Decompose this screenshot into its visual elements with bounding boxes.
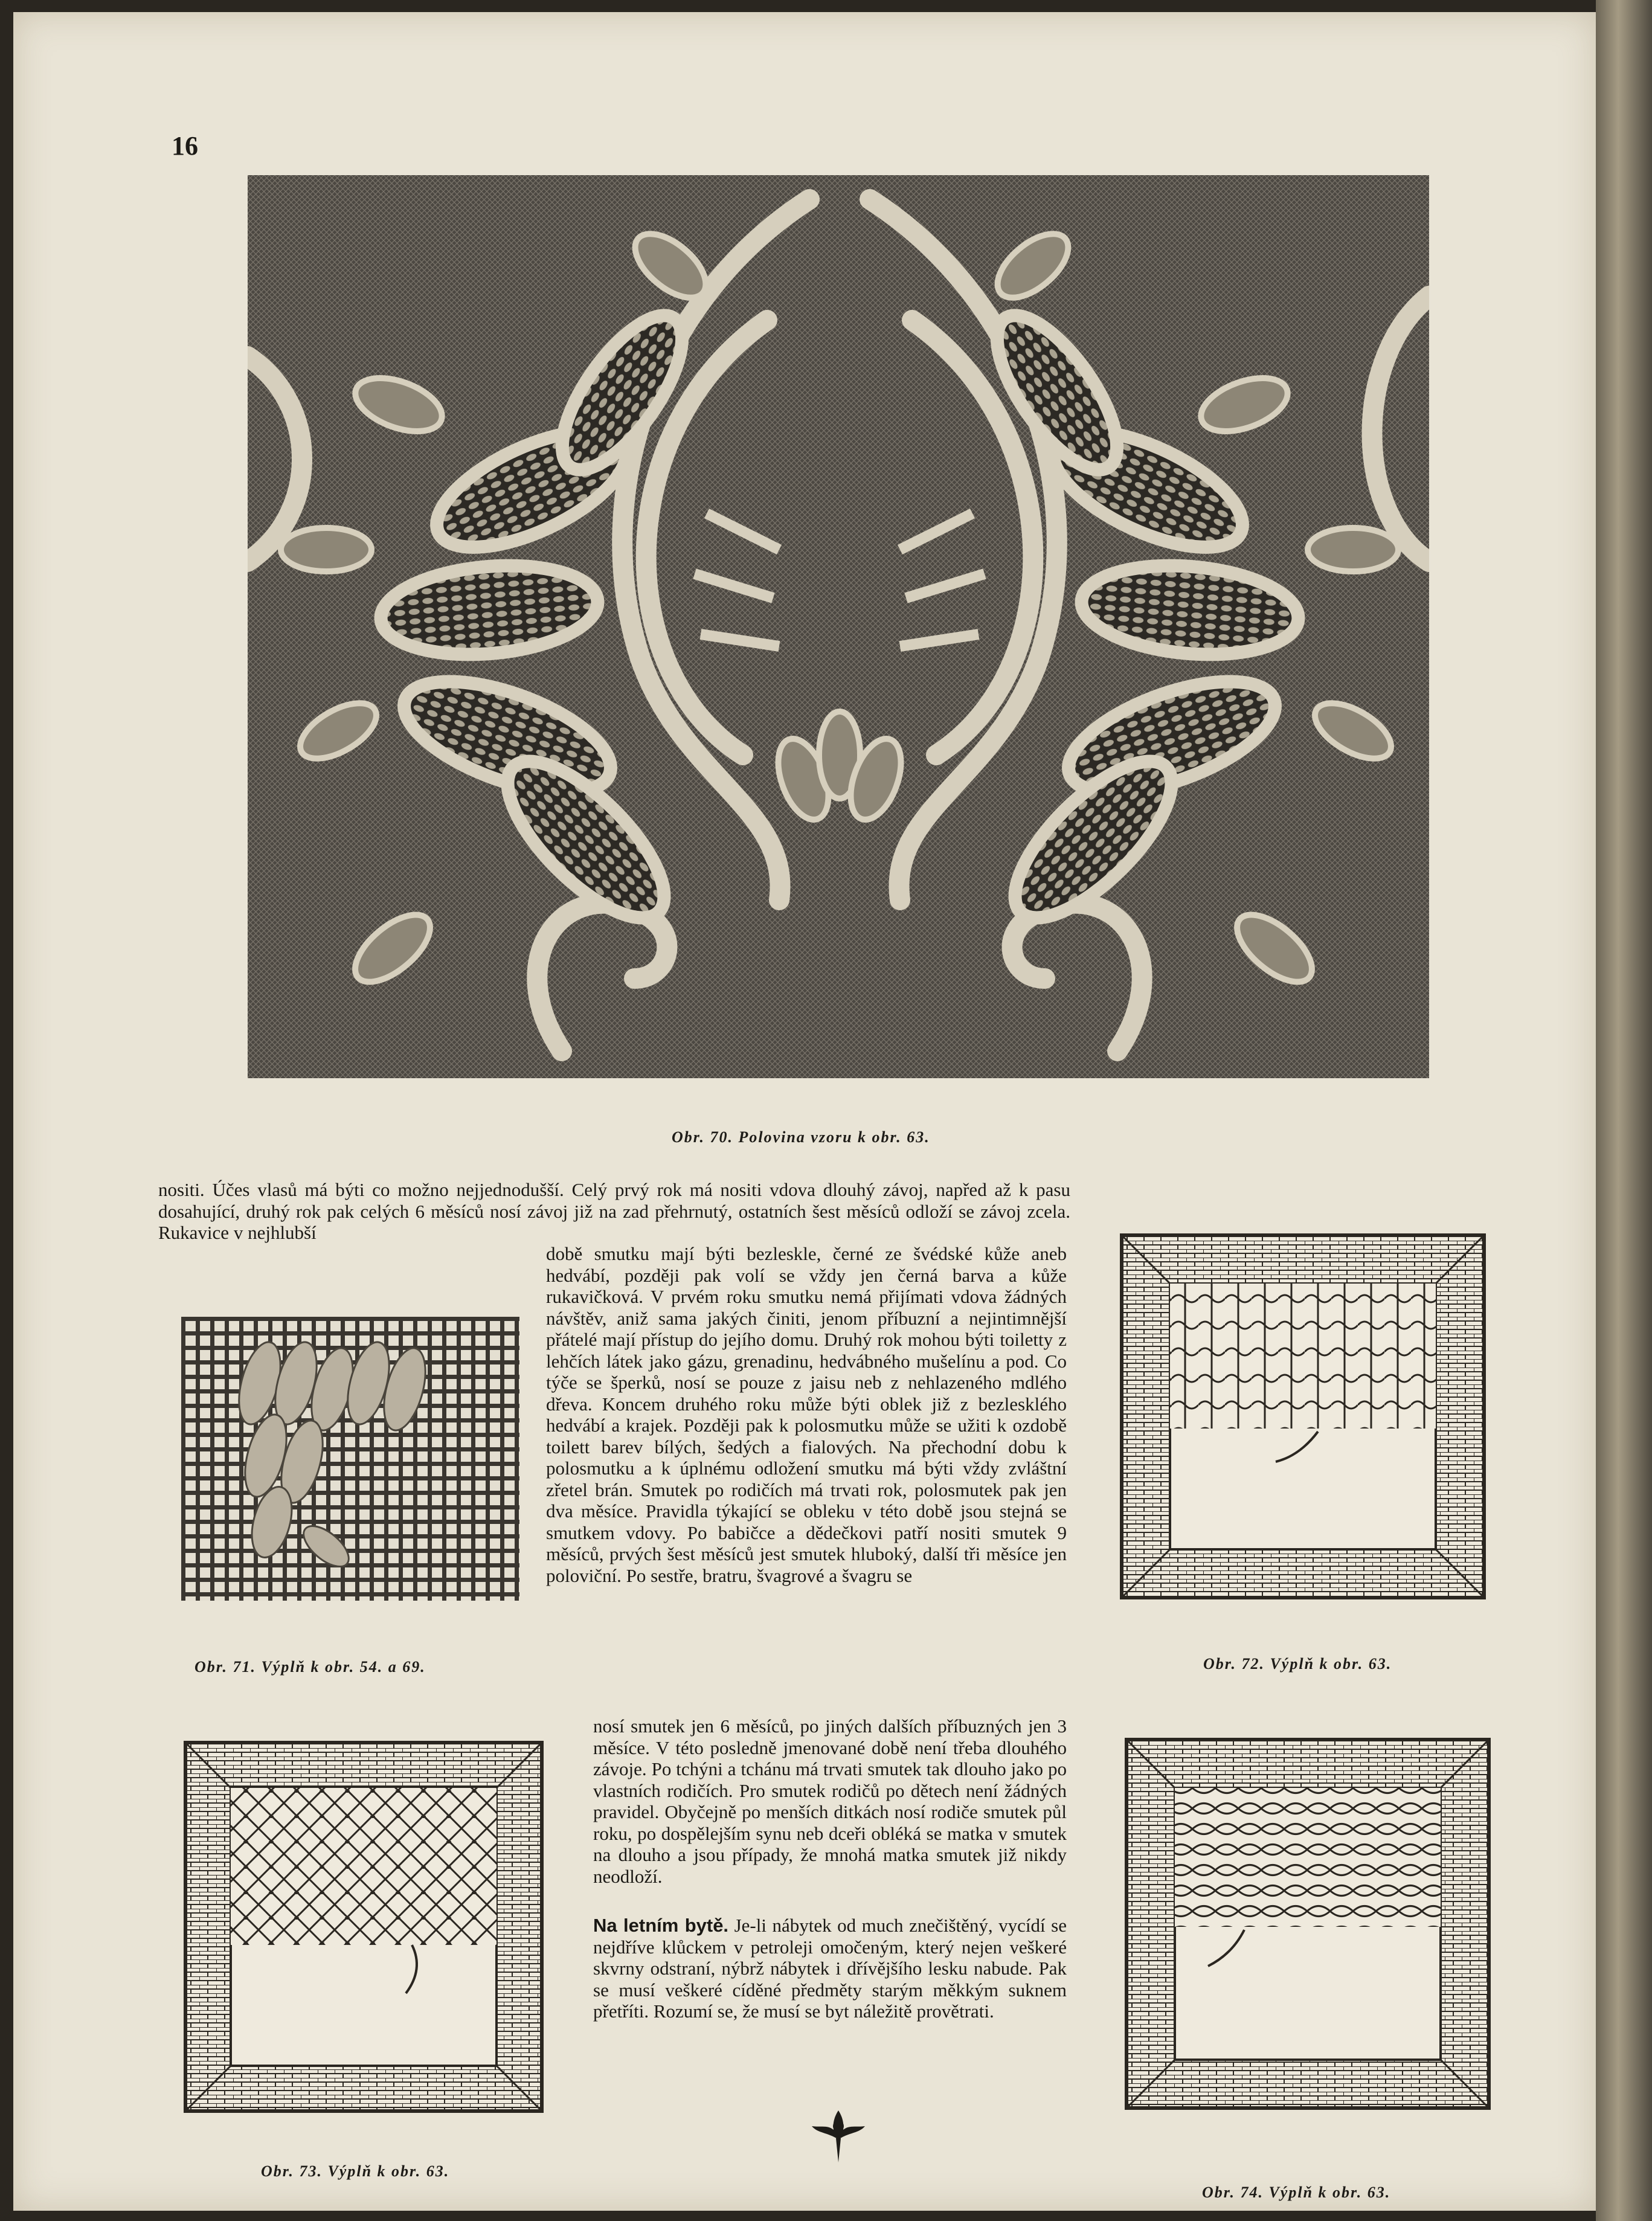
lace-pattern-photo (248, 175, 1429, 1078)
article-column-text: době smutku mají býti bezleskle, černé ze švédské kůže aneb hedvábí, později pak volí se vždy jen černá barva a kůže rukavičková. V prvém roku smutku nemá přijímati vdova žádných návštěv, aniž sama jakých činiti, jenom příbuzní a nejintimnější přátelé mají přístup do jejího domu. Druhý rok mohou býti toiletty z lehčích látek jako gázu, grenadinu, hedvábného mušelínu a pod. Co týče se šperků, nosí se pouze z jaisu neb z nehlazeného mdlého dřeva. Koncem druhého roku může býti oblek již z bezlesklého hedvábí a krajek. Později pak k polosmutku může se užiti k ozdobě toilett barev bílých, šedých a fialových. Na přechodní dobu k polosmutku a k úplnému odložení smutku má býti vždy zvláštní zřetel brán. Smutek po rodičích má trvati rok, polosmutek pak jen dva měsíce. Pravidla týkající se obleku v této době jsou stejná se smutkem vdovy. Po babičce a dědečkovi patří nositi smutek 9 měsíců, prvých šest měsíců jest smutek hluboký, další tři měsíce jen poloviční. Po sestře, bratru, švagrové a švagru se (546, 1243, 1067, 1586)
filet-filling-drawing-72 (1119, 1232, 1487, 1601)
page (13, 12, 1596, 2211)
figure-caption-74: Obr. 74. Výplň k obr. 63. (1202, 2184, 1391, 2201)
book-gutter (1596, 0, 1652, 2221)
filet-filling-drawing-74 (1123, 1737, 1492, 2111)
decorative-thistle-ornament (809, 2108, 867, 2166)
article-column-narrow-text: nosí smutek jen 6 měsíců, po jiných dalších příbuzných jen 3 měsíce. V této posledně jmenované době není třeba dlouhého závoje. Po tchýni a tchánu má trvati smutek tak dlouho jako po vlastních rodičích. Pro smutek rodičů po dětech není žádných pravidel. Obyčejně po menších ditkách nosí rodiče smutek půl roku, po dospělejším synu neb dceři obléká se matka v smutek na dlouho a jsou případy, že mnohá matka smutek již nikdy neodloží. (593, 1715, 1067, 1887)
section-heading: Na letním bytě. (593, 1915, 729, 1936)
filet-filling-drawing-73 (182, 1740, 545, 2114)
page-number: 16 (172, 131, 198, 161)
section-body: Je-li nábytek od much znečištěný, vycídí se nejdříve klůckem v petroleji omočeným, který nejen veškeré skvrny odstraní, nýbrž nábytek i dřívějšího lesku nabude. Pak se musí veškeré cíděné předměty starým měkkým suknem přetříti. Rozumí se, že musí se byt náležitě provětrati. (593, 1915, 1067, 2022)
article-intro-paragraph: nositi. Účes vlasů má býti co možno nejjednodušší. Celý prvý rok má nositi vdova dlouhý závoj, napřed až k pasu dosahující, druhý rok pak celých 6 měsíců nosí závoj již na zad přehrnutý, ostatních šest měsíců odloží se závoj zcela. Rukavice v nejhlubší (158, 1179, 1070, 1243)
figure-caption-71: Obr. 71. Výplň k obr. 54. a 69. (194, 1658, 426, 1676)
section-na-letnim-byte (593, 1915, 1067, 2022)
stitch-canvas-photo (181, 1317, 519, 1601)
figure-caption-72: Obr. 72. Výplň k obr. 63. (1203, 1655, 1392, 1673)
figure-caption-73: Obr. 73. Výplň k obr. 63. (261, 2162, 450, 2180)
figure-caption-70: Obr. 70. Polovina vzoru k obr. 63. (672, 1128, 930, 1146)
